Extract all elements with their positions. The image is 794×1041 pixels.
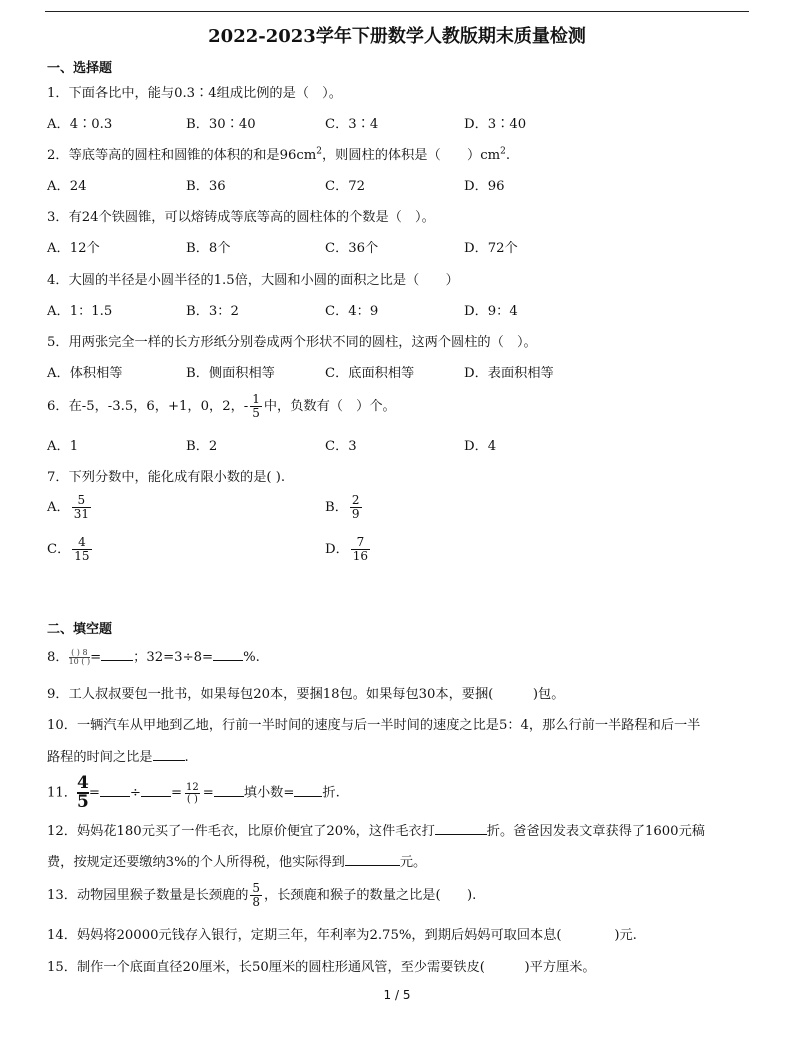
question-4: 4．大圆的半径是小圆半径的1.5倍，大圆和小圆的面积之比是（ ） xyxy=(47,273,459,288)
q3-option-b: B．8个 xyxy=(186,241,231,256)
q3-option-d: D．72个 xyxy=(464,241,518,256)
q7-option-c xyxy=(47,536,94,563)
q7-a-fraction xyxy=(72,494,91,521)
q2-option-c: C．72 xyxy=(325,179,366,194)
question-1: 1．下面各比中，能与0.3∶4组成比例的是（ ）。 xyxy=(47,86,342,101)
q1-option-c: C．3∶4 xyxy=(325,117,379,132)
q11-eq1: = xyxy=(88,785,100,801)
q7-b-den: 9 xyxy=(351,507,360,522)
q8-img-bottom: 10 ( ) xyxy=(68,657,91,666)
q1-option-a: A．4∶0.3 xyxy=(47,117,113,132)
question-10-line-2 xyxy=(47,746,189,765)
q6-text-pre: 6．在-5，-3.5，6，+1，0，2，- xyxy=(47,399,249,415)
q7-d-fraction xyxy=(351,536,370,563)
q6-frac-den: 5 xyxy=(252,406,260,421)
q13-frac-num: 5 xyxy=(252,881,261,895)
section-choice-heading: 一、选择题 xyxy=(47,61,113,76)
question-12-line-2 xyxy=(47,851,426,870)
q12-line1-pre: 12．妈妈花180元买了一件毛衣，比原价便宜了20%，这件毛衣打 xyxy=(47,824,435,839)
q8-end: %. xyxy=(243,650,260,665)
q2-option-b: B．36 xyxy=(186,179,226,194)
q10-line2-text: 路程的时间之比是 xyxy=(47,750,153,765)
q11-eq2: = xyxy=(170,785,182,801)
q11-end: 折. xyxy=(322,785,340,801)
q7-b-num: 2 xyxy=(351,493,360,507)
q2-sup-2: 2 xyxy=(500,146,506,157)
q3-option-c: C．36个 xyxy=(325,241,379,256)
q13-pre: 13．动物园里猴子数量是长颈鹿的 xyxy=(47,888,249,904)
q10-blank[interactable] xyxy=(153,760,185,761)
question-5: 5．用两张完全一样的长方形纸分别卷成两个形状不同的圆柱，这两个圆柱的（ ）。 xyxy=(47,335,537,350)
q11-number: 11． xyxy=(47,785,77,801)
page-number: 1 / 5 xyxy=(383,988,411,1002)
q8-number: 8． xyxy=(47,650,69,665)
q6-option-a: A．1 xyxy=(47,439,79,454)
q11-div: ÷ xyxy=(129,785,141,801)
q11-eq3: = xyxy=(202,785,214,801)
q4-option-b: B．3：2 xyxy=(186,304,239,319)
q11-decimal-text: 填小数= xyxy=(243,785,295,801)
question-10-line-1: 10．一辆汽车从甲地到乙地，行前一半时间的速度与后一半时间的速度之比是5：4，那么行前一半路程和后一半 xyxy=(47,718,701,733)
q7-option-d xyxy=(325,536,372,563)
q2-option-d: D．96 xyxy=(464,179,505,194)
q6-option-c: C．3 xyxy=(325,439,357,454)
q13-post: ，长颈鹿和猴子的数量之比是( ). xyxy=(264,888,477,904)
top-rule xyxy=(45,11,749,12)
q8-blank-2[interactable] xyxy=(213,660,243,661)
q7-c-fraction xyxy=(72,536,91,563)
q13-fraction xyxy=(250,882,262,909)
question-8 xyxy=(47,646,260,666)
q6-option-d: D．4 xyxy=(464,439,497,454)
question-12-line-1 xyxy=(47,820,705,839)
q7-a-label: A． xyxy=(47,500,70,516)
question-13 xyxy=(47,882,476,909)
page-title: 2022-2023学年下册数学人教版期末质量检测 xyxy=(208,26,586,47)
question-2 xyxy=(47,144,510,163)
question-15: 15．制作一个底面直径20厘米，长50厘米的圆柱形通风管，至少需要铁皮( )平方厘米。 xyxy=(47,960,596,975)
q7-c-label: C． xyxy=(47,542,71,558)
q7-d-num: 7 xyxy=(356,535,365,549)
q7-a-num: 5 xyxy=(77,493,86,507)
q13-frac-den: 8 xyxy=(252,895,261,910)
q8-img-top: ( ) 8 xyxy=(71,648,88,657)
q12-line2-pre: 费，按规定还要缴纳3%的个人所得税，他实际得到 xyxy=(47,855,345,870)
q3-option-a: A．12个 xyxy=(47,241,100,256)
q11-big-den: 5 xyxy=(76,792,89,812)
q11-blank-4[interactable] xyxy=(294,796,322,797)
q12-blank-1[interactable] xyxy=(435,834,487,835)
q7-option-a xyxy=(47,494,93,521)
q5-option-d: D．表面积相等 xyxy=(464,366,554,381)
q8-mid: ；32=3÷8= xyxy=(133,650,214,665)
q7-b-label: B． xyxy=(325,500,348,516)
section-fill-heading: 二、填空题 xyxy=(47,622,113,637)
q7-c-den: 15 xyxy=(74,549,90,564)
q7-option-b xyxy=(325,494,364,521)
q2-option-a: A．24 xyxy=(47,179,87,194)
q7-a-den: 31 xyxy=(73,507,89,522)
question-11 xyxy=(47,775,340,811)
q5-option-c: C．底面积相等 xyxy=(325,366,415,381)
q11-frac-num: 12 xyxy=(186,781,199,793)
q1-option-b: B．30∶40 xyxy=(186,117,256,132)
q8-eq: = xyxy=(90,650,102,665)
q11-blank-3[interactable] xyxy=(214,796,244,797)
question-3: 3．有24个铁圆锥，可以熔铸成等底等高的圆柱体的个数是（ ）。 xyxy=(47,210,435,225)
q1-option-d: D．3∶40 xyxy=(464,117,527,132)
q5-option-b: B．侧面积相等 xyxy=(186,366,275,381)
question-14: 14．妈妈将20000元钱存入银行，定期三年，年利率为2.75%，到期后妈妈可取回本息( )元. xyxy=(47,928,637,943)
q6-fraction xyxy=(250,393,262,420)
q5-option-a: A．体积相等 xyxy=(47,366,123,381)
q12-line2-post: 元。 xyxy=(399,855,427,870)
q7-b-fraction xyxy=(350,494,362,521)
q11-blank-1[interactable] xyxy=(100,796,130,797)
q12-line1-post: 折。爸爸因发表文章获得了1600元稿 xyxy=(486,824,705,839)
q4-option-d: D．9：4 xyxy=(464,304,518,319)
q8-fraction-image xyxy=(69,649,91,666)
q7-d-den: 16 xyxy=(352,549,369,564)
q6-option-b: B．2 xyxy=(186,439,218,454)
q2-text-pre: 2．等底等高的圆柱和圆锥的体积的和是96cm xyxy=(47,148,317,163)
question-6 xyxy=(47,393,396,420)
question-7: 7．下列分数中，能化成有限小数的是( ). xyxy=(47,470,286,485)
q11-big-num: 4 xyxy=(76,773,89,793)
q11-fraction xyxy=(184,782,201,805)
q4-option-a: A．1：1.5 xyxy=(47,304,113,319)
q12-blank-2[interactable] xyxy=(345,865,400,866)
q8-blank-1[interactable] xyxy=(101,660,133,661)
q11-frac-den: ( ) xyxy=(186,793,198,805)
q2-text-end: . xyxy=(505,148,511,163)
q11-big-fraction xyxy=(77,775,89,811)
q2-sup-1: 2 xyxy=(316,146,322,157)
q4-option-c: C．4：9 xyxy=(325,304,379,319)
q2-text-mid: ，则圆柱的体积是（ ）cm xyxy=(321,148,501,163)
q7-d-label: D． xyxy=(325,542,349,558)
q6-frac-num: 1 xyxy=(252,392,260,406)
q7-c-num: 4 xyxy=(78,535,86,549)
q10-end: . xyxy=(184,750,189,765)
question-9: 9．工人叔叔要包一批书，如果每包20本，要捆18包。如果每包30本，要捆( )包。 xyxy=(47,687,565,702)
q6-text-post: 中，负数有（ ）个。 xyxy=(263,399,396,415)
q11-blank-2[interactable] xyxy=(141,796,171,797)
